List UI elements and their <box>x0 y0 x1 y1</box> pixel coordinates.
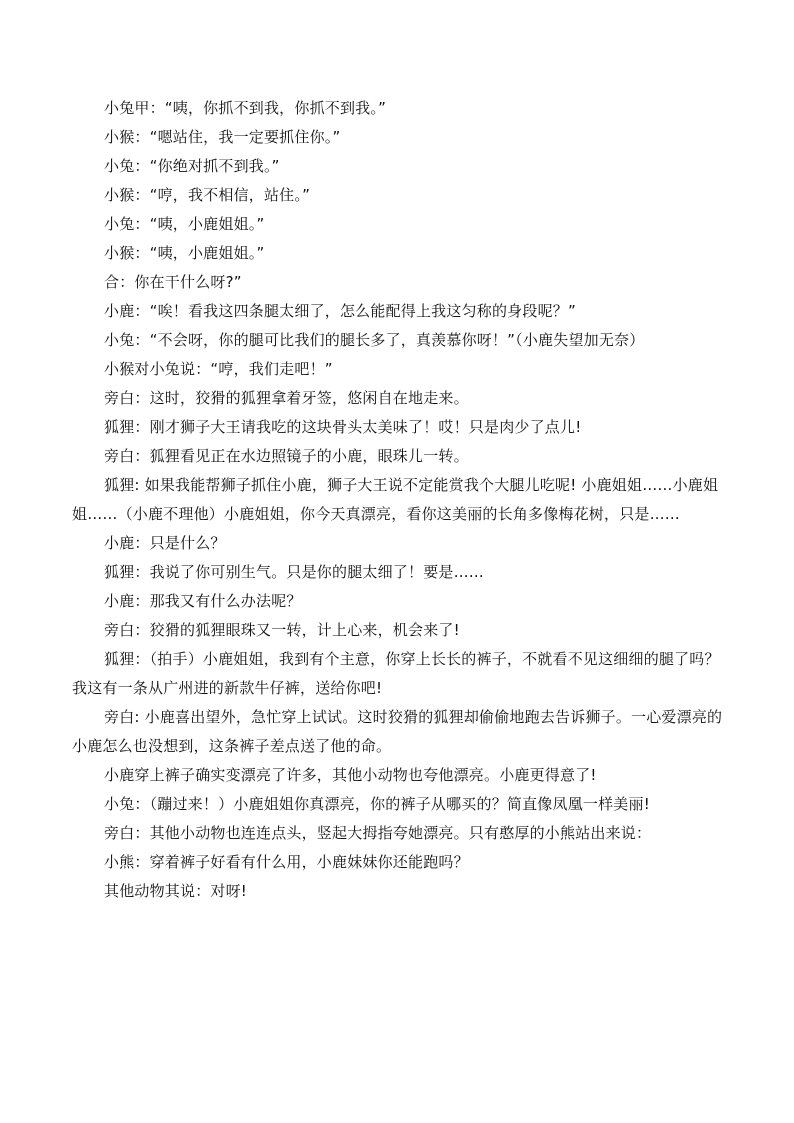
dialogue-line: 小猴：“咦，小鹿姐姐。” <box>104 244 265 262</box>
dialogue-line: 小兔：“你绝对抓不到我。” <box>104 157 280 175</box>
narration-line: 旁白：这时，狡猾的狐狸拿着牙签，悠闲自在地走来。 <box>104 389 469 407</box>
dialogue-line: 小兔甲：“咦，你抓不到我，你抓不到我。” <box>104 99 387 117</box>
script-body <box>72 94 726 906</box>
dialogue-line: 小兔：“咦，小鹿姐姐。” <box>104 215 265 233</box>
dialogue-line: 小兔：（蹦过来！）小鹿姐姐你真漂亮，你的裤子从哪买的？简直像凤凰一样美丽! <box>104 795 650 813</box>
dialogue-paragraph: 狐狸：（拍手）小鹿姐姐，我到有个主意，你穿上长长的裤子，不就看不见这细细的腿了吗？我这有一条从广州进的新款牛仔裤，送给你吧! <box>72 650 720 697</box>
dialogue-line: 小熊：穿着裤子好看有什么用，小鹿妹妹你还能跑吗？ <box>104 853 469 871</box>
dialogue-line: 小猴：“嗯站住，我一定要抓住你。” <box>104 128 341 146</box>
dialogue-line: 狐狸：我说了你可别生气。只是你的腿太细了！要是…… <box>104 563 485 581</box>
dialogue-line: 合：你在干什么呀?” <box>104 273 242 291</box>
narration-line: 旁白：狐狸看见正在水边照镜子的小鹿，眼珠儿一转。 <box>104 447 469 465</box>
dialogue-paragraph: 狐狸: 如果我能帮狮子抓住小鹿，狮子大王说不定能赏我个大腿儿吃呢! 小鹿姐姐……小鹿姐姐……（小鹿不理他）小鹿姐姐，你今天真漂亮，看你这美丽的长角多像梅花树，只是…… <box>72 476 719 523</box>
dialogue-line: 小鹿：那我又有什么办法呢？ <box>104 592 302 610</box>
dialogue-line: 小猴：“哼，我不相信，站住。” <box>104 186 311 204</box>
dialogue-line: 小鹿：“唉！看我这四条腿太细了，怎么能配得上我这匀称的身段呢？” <box>104 302 576 320</box>
dialogue-line: 其他动物其说：对呀! <box>104 882 248 900</box>
dialogue-line: 狐狸：刚才狮子大王请我吃的这块骨头太美味了！哎！只是肉少了点儿! <box>104 418 582 436</box>
narration-line: 旁白：狡猾的狐狸眼珠又一转，计上心来，机会来了! <box>104 621 460 639</box>
dialogue-line: 小兔：“不会呀，你的腿可比我们的腿长多了，真羡慕你呀！”（小鹿失望加无奈） <box>104 331 645 349</box>
narration-line: 小鹿穿上裤子确实变漂亮了许多，其他小动物也夸他漂亮。小鹿更得意了! <box>104 766 597 784</box>
narration-paragraph: 旁白: 小鹿喜出望外，急忙穿上试试。这时狡猾的狐狸却偷偷地跑去告诉狮子。一心爱漂亮的小鹿怎么也没想到，这条裤子差点送了他的命。 <box>72 708 723 755</box>
dialogue-line: 小鹿：只是什么？ <box>104 534 226 552</box>
dialogue-line: 小猴对小兔说：“哼，我们走吧！” <box>104 360 333 378</box>
narration-line: 旁白：其他小动物也连连点头，竖起大拇指夸她漂亮。只有憨厚的小熊站出来说： <box>104 824 652 842</box>
